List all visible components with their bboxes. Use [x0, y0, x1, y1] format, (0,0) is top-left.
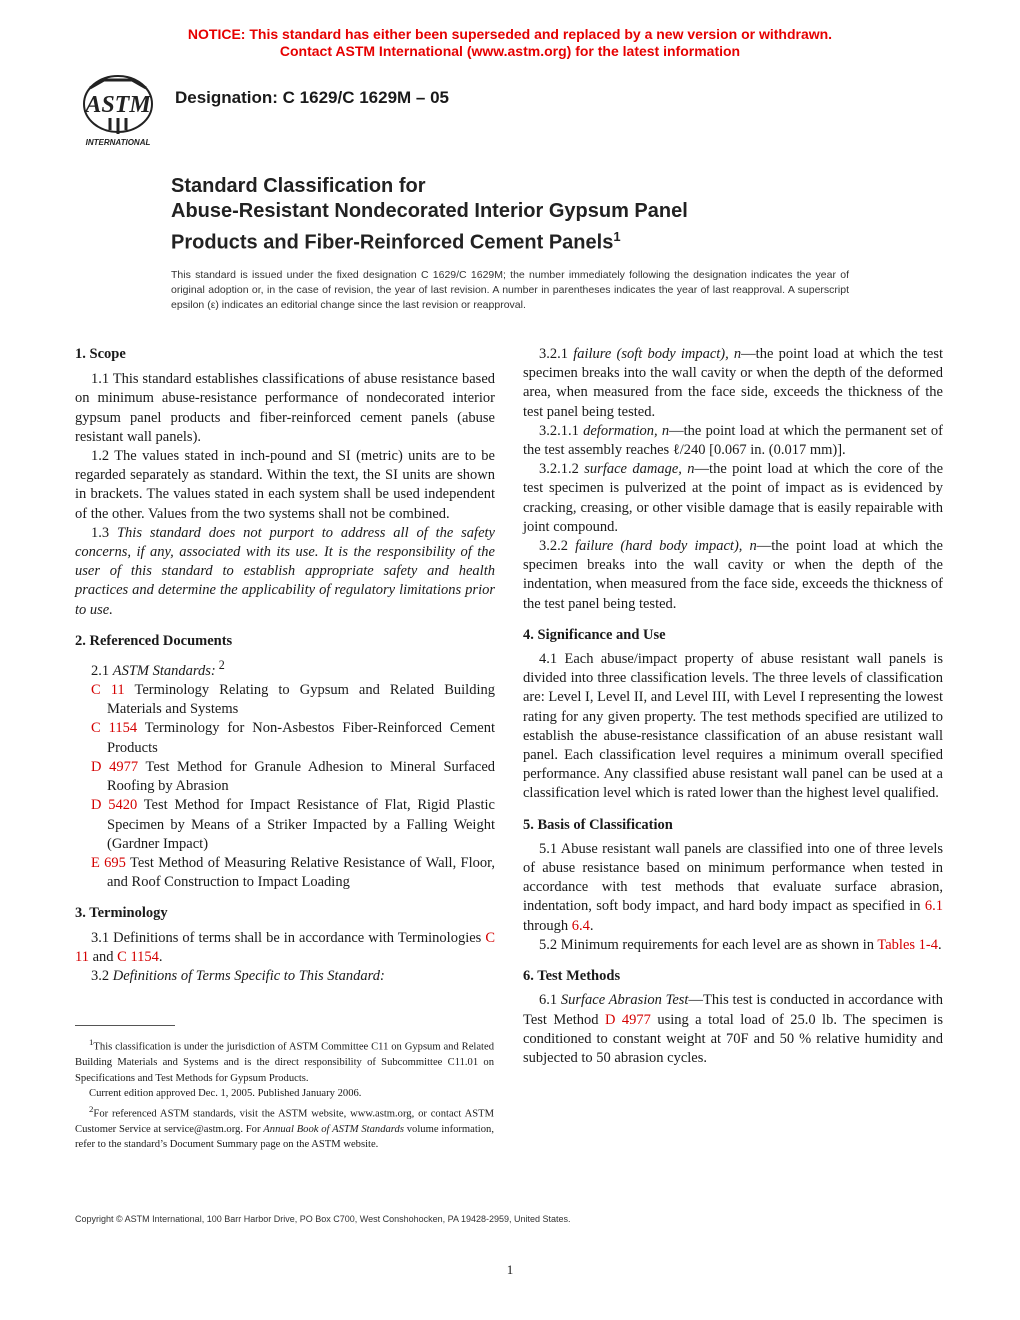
- definition-num: 3.2.1: [539, 346, 574, 362]
- para-2-1-text: ASTM Standards:: [112, 662, 216, 679]
- left-column: [75, 345, 495, 986]
- reference-link-c1154[interactable]: C 1154: [91, 720, 138, 737]
- para-5-1-through: through: [523, 917, 572, 934]
- definition-term: surface damage, n: [584, 461, 695, 478]
- link-c11[interactable]: C 11: [75, 929, 495, 965]
- reference-item: [91, 758, 495, 796]
- para-3-2: [75, 967, 495, 986]
- para-1-3: [75, 524, 495, 620]
- footnote-2-marker: 2: [89, 1103, 94, 1114]
- para-2-1-num: 2.1: [91, 662, 113, 679]
- para-2-1: [75, 656, 495, 681]
- definition-text: —the point load at which the specimen breaks into the wall cavity or when the depth of the indentation, when measured from the face side, exceeds the thickness of the test panel being tested.: [523, 538, 943, 612]
- footnote-1: [75, 1035, 494, 1086]
- title-line-1: Standard Classification for: [171, 175, 426, 197]
- section-heading-test-methods: 6. Test Methods: [523, 968, 621, 985]
- reference-link-d5420[interactable]: D 5420: [91, 797, 138, 814]
- copyright-line: Copyright © ASTM International, 100 Barr Harbor Drive, PO Box C700, West Conshohocken, PA 19428-2959, United States.: [75, 1214, 571, 1224]
- reference-text: Test Method for Impact Resistance of Flat, Rigid Plastic Specimen by Means of a Striker Impacted by a Falling Weight (Gardner Impact): [107, 797, 495, 852]
- title-footnote-ref[interactable]: 1: [613, 229, 621, 244]
- para-1-3-text: This standard does not purport to address all of the safety concerns, if any, associated with its use. It is the responsibility of the user of this standard to establish appropriate safety and health practices and determine the applicability of regulatory limitations prior to use.: [75, 524, 495, 618]
- para-5-1: [523, 840, 943, 936]
- reference-link-d4977[interactable]: D 4977: [91, 758, 139, 775]
- link-d4977[interactable]: D 4977: [604, 1011, 651, 1028]
- link-tables-1-4[interactable]: Tables 1-4: [877, 936, 938, 953]
- footnote-ref-2[interactable]: 2: [215, 658, 225, 673]
- section-heading-referenced-documents: 2. Referenced Documents: [75, 632, 233, 649]
- reference-item: [91, 854, 495, 892]
- footnote-1-text: This classification is under the jurisdiction of ASTM Committee C11 on Gypsum and Related Building Materials and Systems and is the direct responsibility of Subcommittee C11.01 on Specifications and Test Methods for Gypsum Products.: [75, 1041, 494, 1084]
- definition-num: 3.2.1.1: [539, 422, 584, 439]
- title-line-2: Abuse-Resistant Nondecorated Interior Gypsum Panel: [171, 200, 688, 222]
- para-3-2-text: Definitions of Terms Specific to This Standard:: [112, 967, 385, 984]
- reference-item: [91, 681, 495, 719]
- para-4-1: 4.1 Each abuse/impact property of abuse resistant wall panels is divided into three classification levels. The three levels of classification are: Level I, Level II, and Level III, with Level I representing the lowest rating for any given property. The test methods specified are utilized to establish the abuse-resistance classification of an abuse resistant wall panel. Each classification level requires a minimum overall specified performance. Any classified abuse resistant wall panel can be used at a classification level which is rated lower than the highest level qualified.: [523, 651, 943, 802]
- reference-text: Terminology for Non-Asbestos Fiber-Reinforced Cement Products: [107, 720, 495, 756]
- reference-text: Terminology Relating to Gypsum and Related Building Materials and Systems: [107, 682, 495, 718]
- para-5-2-text: 5.2 Minimum requirements for each level are as shown in: [539, 936, 878, 953]
- footnote-2-book: Annual Book of ASTM Standards: [263, 1123, 404, 1135]
- title-line-3: Products and Fiber-Reinforced Cement Panels: [171, 231, 614, 254]
- para-3-1: [75, 929, 495, 967]
- astm-logo-icon: [74, 74, 162, 150]
- para-1-2: 1.2 The values stated in inch-pound and SI (metric) units are to be regarded separately as standard. Within the text, the SI units are shown in brackets. The values stated in each system shall be used independent of the other. Values from the two systems shall not be combined.: [75, 448, 495, 522]
- para-6-1-text: —This test is conducted in accordance with Test Method: [523, 992, 943, 1028]
- definition-3-2-1-2: [523, 460, 943, 537]
- reference-item: [91, 796, 495, 854]
- para-5-2: [523, 936, 943, 955]
- definition-text: —the point load at which the core of the test specimen is pulverized at the point of impact as is evidenced by cracking, creasing, or other visible damage that is easily repairable with joint compound.: [523, 461, 944, 535]
- definition-num: 3.2.2: [539, 538, 576, 555]
- supersession-notice: [0, 26, 1020, 60]
- issuance-statement: This standard is issued under the fixed designation C 1629/C 1629M; the number immediately following the designation indicates the year of original adoption or, in the case of revision, the year of last revision. A number in parentheses indicates the year of last reapproval. A superscript epsilon (ε) indicates an editorial change since the last revision or reapproval.: [171, 269, 849, 311]
- link-6-4[interactable]: 6.4: [571, 917, 590, 934]
- logo-sub: INTERNATIONAL: [85, 138, 151, 147]
- para-6-1-term: Surface Abrasion Test: [560, 992, 689, 1009]
- document-title: [171, 174, 911, 256]
- page-number: 1: [506, 1262, 514, 1277]
- designation: Designation: C 1629/C 1629M – 05: [175, 88, 450, 107]
- reference-item: [91, 719, 495, 757]
- link-c1154[interactable]: C 1154: [117, 948, 159, 965]
- footnote-divider: [75, 1025, 175, 1026]
- reference-link-c11[interactable]: C 11: [91, 682, 125, 699]
- footnote-2-text-end: volume information, refer to the standard’s Document Summary page on the ASTM website.: [75, 1123, 494, 1151]
- para-5-1-text: 5.1 Abuse resistant wall panels are classified into one of three levels of abuse resistance based on minimum performance when tested in accordance with test methods that evaluate surface abrasion, indentation, soft body impact, and hard body impact as specified in: [523, 840, 943, 915]
- definition-3-2-1-1: [523, 422, 943, 460]
- right-column: [523, 345, 943, 1068]
- section-heading-basis: 5. Basis of Classification: [523, 816, 673, 833]
- notice-line-2: Contact ASTM International (www.astm.org) for the latest information: [279, 43, 741, 59]
- section-heading-scope: 1. Scope: [75, 346, 126, 362]
- reference-text: Test Method of Measuring Relative Resistance of Wall, Floor, and Roof Construction to Impact Loading: [107, 854, 495, 891]
- para-3-2-num: 3.2: [91, 967, 113, 984]
- definition-term: deformation, n: [583, 422, 670, 439]
- para-6-1: [523, 991, 943, 1068]
- para-3-1-and: and: [88, 948, 118, 965]
- para-3-1-end: .: [158, 948, 163, 965]
- para-5-1-end: .: [589, 917, 594, 934]
- notice-line-1: NOTICE: This standard has either been superseded and replaced by a new version or withdrawn.: [187, 26, 833, 42]
- para-1-3-num: 1.3: [91, 524, 117, 541]
- footnote-1-marker: 1: [89, 1037, 94, 1047]
- definition-3-2-2: [523, 537, 943, 614]
- section-heading-terminology: 3. Terminology: [75, 905, 168, 922]
- definition-term: failure (hard body impact), n: [575, 538, 757, 555]
- reference-text: Test Method for Granule Adhesion to Mineral Surfaced Roofing by Abrasion: [107, 758, 495, 795]
- reference-link-e695[interactable]: E 695: [91, 854, 126, 871]
- footnote-2-text: For referenced ASTM standards, visit the ASTM website, www.astm.org, or contact ASTM Customer Service at service@astm.org. For: [75, 1108, 494, 1135]
- para-6-1-text-end: using a total load of 25.0 lb. The specimen is conditioned to constant weight at 70F and 50 % relative humidity and subjected to 50 abrasion cycles.: [523, 1011, 943, 1066]
- footnotes: [75, 1035, 494, 1153]
- definition-text: —the point load at which the test specimen breaks into the wall cavity or when the depth of the deformed area, when measured from the face side, exceeds the thickness of the test panel being tested.: [523, 346, 943, 420]
- definition-num: 3.2.1.2: [539, 461, 585, 478]
- para-6-1-num: 6.1: [539, 992, 561, 1009]
- para-5-2-end: .: [937, 936, 942, 953]
- section-heading-significance: 4. Significance and Use: [523, 626, 666, 643]
- definition-3-2-1: [523, 345, 943, 422]
- footnote-2: [75, 1102, 494, 1153]
- definition-term: failure (soft body impact), n: [573, 346, 742, 362]
- footnote-1b: Current edition approved Dec. 1, 2005. Published January 2006.: [89, 1088, 362, 1100]
- definition-text: —the point load at which the permanent set of the test assembly reaches ℓ/240 [0.067 in. (0.017 mm)].: [523, 422, 944, 459]
- logo-word: ASTM: [85, 92, 151, 118]
- link-6-1[interactable]: 6.1: [924, 898, 943, 915]
- para-1-1: 1.1 This standard establishes classifications of abuse resistance based on minimum abuse-resistance performance of nondecorated interior gypsum panel products and fiber-reinforced cement panels (abuse resistant wall panels).: [75, 371, 495, 445]
- para-3-1-text: 3.1 Definitions of terms shall be in accordance with Terminologies: [91, 929, 486, 946]
